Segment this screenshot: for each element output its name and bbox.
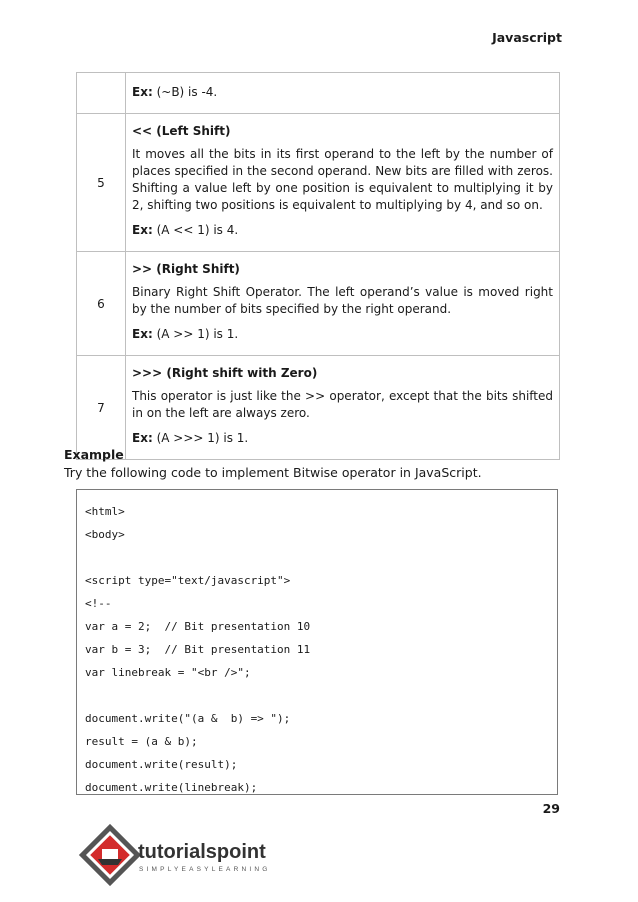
row-number: 5 <box>77 114 126 252</box>
row-number: 6 <box>77 252 126 356</box>
page-number: 29 <box>542 801 560 816</box>
table-row <box>77 73 560 114</box>
operator-title: >> (Right Shift) <box>132 262 240 276</box>
code-line: <body> <box>85 528 125 541</box>
row-number: 7 <box>77 356 126 460</box>
operator-title: << (Left Shift) <box>132 124 231 138</box>
table-row <box>77 114 560 252</box>
example-label: Ex: <box>132 327 153 341</box>
operator-description: This operator is just like the >> operator, except that the bits shifted in on the left are always zero. <box>132 389 553 420</box>
example-label: Ex: <box>132 223 153 237</box>
code-line: var b = 3; // Bit presentation 11 <box>85 643 311 656</box>
code-line: document.write("(a & b) => "); <box>85 712 291 725</box>
code-line: var a = 2; // Bit presentation 10 <box>85 620 311 633</box>
operator-table <box>76 72 560 460</box>
code-line: var linebreak = "<br />"; <box>85 666 251 679</box>
code-line: <script type="text/javascript"> <box>85 574 291 587</box>
example-label: Ex: <box>132 431 153 445</box>
operator-title: >>> (Right shift with Zero) <box>132 366 318 380</box>
example-intro: Try the following code to implement Bitwise operator in JavaScript. <box>64 465 482 480</box>
example-text: (A >> 1) is 1. <box>156 327 239 341</box>
code-line: document.write(result); <box>85 758 238 771</box>
table-row <box>77 356 560 460</box>
code-line: <html> <box>85 505 125 518</box>
table-row <box>77 252 560 356</box>
code-block <box>76 489 558 795</box>
example-text: (A << 1) is 4. <box>156 223 239 237</box>
operator-description: It moves all the bits in its first operand to the left by the number of places specified in the second operand. New bits are filled with zeros. Shifting a value left by one position is equivalent to multiplying it by 2, shifting two positions is equivalent to multiplying by 4, and so on. <box>132 147 553 212</box>
example-label: Ex: <box>132 85 153 99</box>
row-number <box>77 73 126 114</box>
logo-wordmark: tutorialspoint <box>138 841 266 863</box>
code-line <box>85 546 549 569</box>
running-header: Javascript <box>492 30 562 45</box>
code-line: <!-- <box>85 597 112 610</box>
tutorialspoint-logo <box>78 818 278 892</box>
operator-description: Binary Right Shift Operator. The left operand’s value is moved right by the number of bits specified by the right operand. <box>132 285 553 316</box>
example-heading: Example <box>64 447 124 462</box>
code-line: document.write(linebreak); <box>85 781 258 794</box>
code-line <box>85 684 549 707</box>
logo-tagline: SIMPLYEASYLEARNING <box>139 866 271 873</box>
example-text: (~B) is -4. <box>156 85 218 99</box>
example-text: (A >>> 1) is 1. <box>156 431 249 445</box>
code-line: result = (a & b); <box>85 735 198 748</box>
